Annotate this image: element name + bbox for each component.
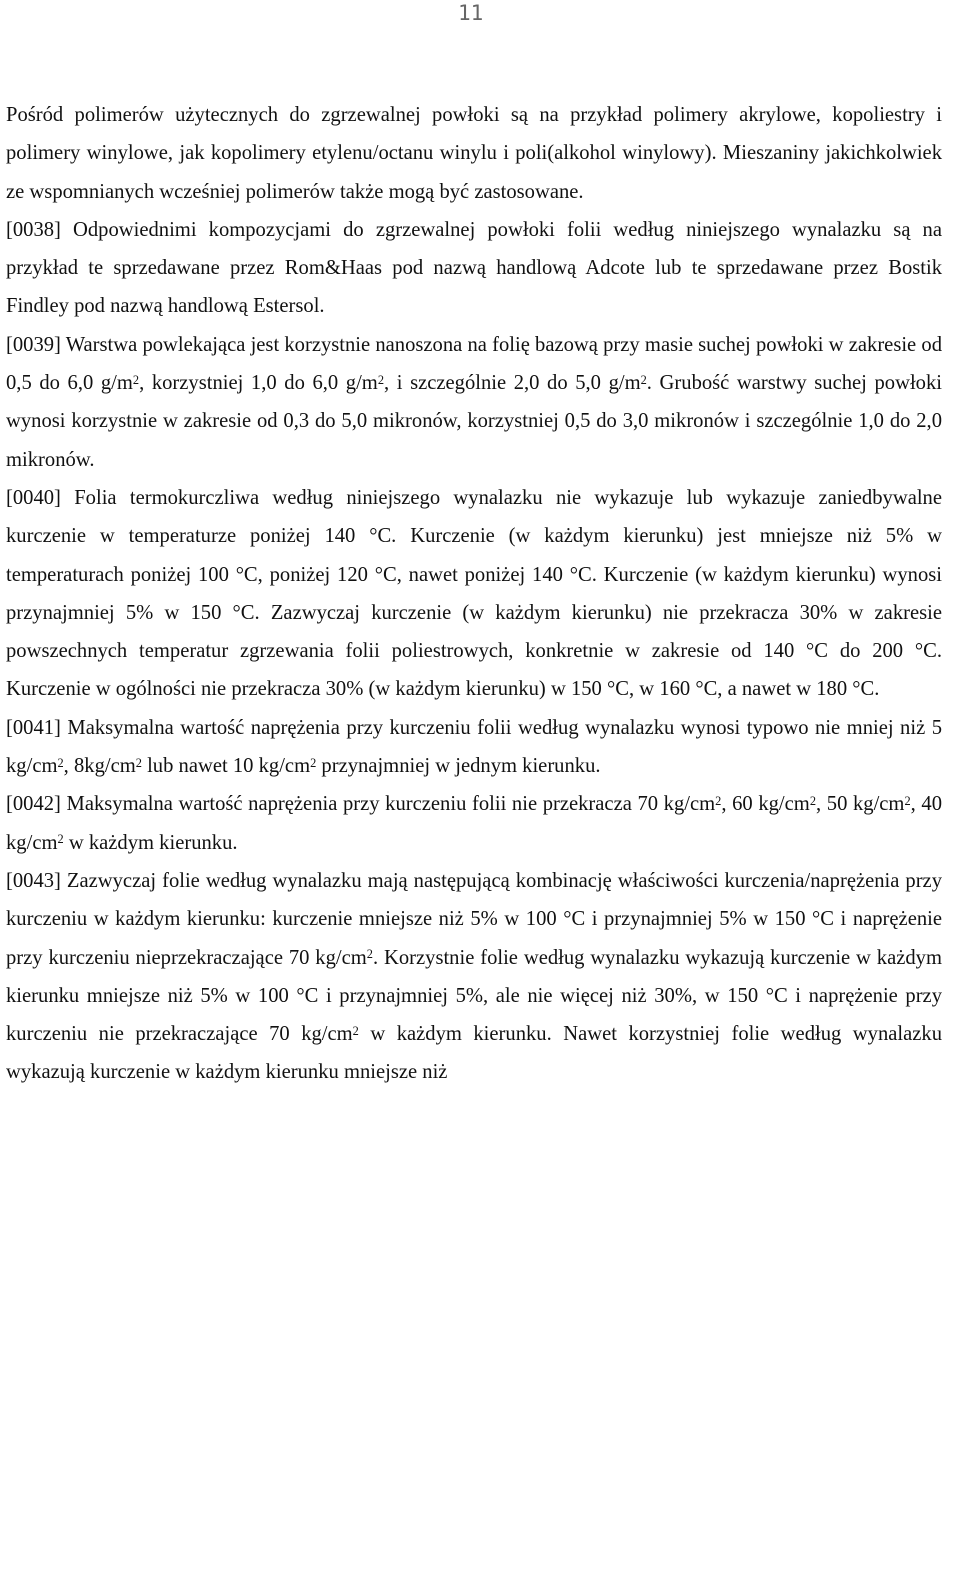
text-run: [0043] Zazwyczaj folie według wynalazku mają następującą kombinację właściwości kurczenia/naprężenia przy kurczeniu w każdym kierunku: kurczenie mniejsze niż 5% w 100 °C i przynajmniej 5% w 150 °C i naprężenie przy kurczeniu nieprzekraczające 70 kg/cm bbox=[6, 869, 942, 969]
paragraph-0039 bbox=[6, 326, 942, 479]
paragraph-0042 bbox=[6, 785, 942, 862]
superscript: 2 bbox=[57, 832, 64, 847]
text-run: [0038] Odpowiednimi kompozycjami do zgrzewalnej powłoki folii według niniejszego wynalazku są na przykład te sprzedawane przez Rom&Haas pod nazwą handlową Adcote lub te sprzedawane przez Bostik Findley pod nazwą handlową Estersol. bbox=[6, 218, 942, 318]
superscript: 2 bbox=[310, 755, 317, 770]
superscript: 2 bbox=[366, 946, 373, 961]
text-run: . Grubość warstwy suchej powłoki wynosi korzystnie w zakresie od 0,3 do 5,0 mikronów, korzystniej 0,5 do 3,0 mikronów i szczególnie 1,0 do 2,0 mikronów. bbox=[6, 372, 942, 471]
paragraph-0043 bbox=[6, 862, 942, 1092]
superscript: 2 bbox=[640, 372, 647, 387]
paragraph-0040 bbox=[6, 479, 942, 709]
text-run: [0039] Warstwa powlekająca jest korzystnie nanoszona na folię bazową przy masie suchej powłoki w zakresie od 0,5 do 6,0 g/m bbox=[6, 333, 942, 395]
paragraph-0041 bbox=[6, 709, 942, 786]
document-body bbox=[6, 96, 942, 1092]
text-run: lub nawet 10 kg/cm bbox=[141, 755, 311, 778]
text-run: w każdym kierunku. bbox=[63, 831, 238, 854]
text-run: [0040] Folia termokurczliwa według niniejszego wynalazku nie wykazuje lub wykazuje zaniedbywalne kurczenie w temperaturze poniżej 140 °C. Kurczenie (w każdym kierunku) jest mniejsze niż 5% w temperaturach poniżej 100 °C, poniżej 120 °C, nawet poniżej 140 °C. Kurczenie (w każdym kierunku) wynosi przynajmniej 5% w 150 °C. Zazwyczaj kurczenie (w każdym kierunku) nie przekracza 30% w zakresie powszechnych temperatur zgrzewania folii poliestrowych, konkretnie w zakresie od 140 °C do 200 °C. Kurczenie w ogólności nie przekracza 30% (w każdym kierunku) w 150 °C, w 160 °C, a nawet w 180 °C. bbox=[6, 486, 942, 701]
text-run: , 40 kg/cm bbox=[6, 793, 943, 854]
superscript: 2 bbox=[809, 793, 816, 808]
superscript: 2 bbox=[352, 1023, 359, 1038]
paragraph-0038 bbox=[6, 211, 942, 326]
text-run: [0042] Maksymalna wartość naprężenia przy kurczeniu folii nie przekracza 70 kg/cm bbox=[6, 793, 716, 816]
superscript: 2 bbox=[377, 372, 385, 387]
text-run: [0041] Maksymalna wartość naprężenia przy kurczeniu folii według wynalazku wynosi typowo nie mniej niż 5 kg/cm bbox=[6, 716, 942, 778]
text-run: , 60 kg/cm bbox=[721, 793, 810, 816]
text-run: przynajmniej w jednym kierunku. bbox=[316, 755, 601, 778]
superscript: 2 bbox=[715, 793, 722, 808]
text-run: , korzystniej 1,0 do 6,0 g/m bbox=[139, 372, 378, 395]
text-run: w każdym kierunku. Nawet korzystniej folie według wynalazku wykazują kurczenie w każdym kierunku mniejsze niż bbox=[6, 1023, 942, 1084]
text-run: Pośród polimerów użytecznych do zgrzewalnej powłoki są na przykład polimery akrylowe, kopoliestry i polimery winylowe, jak kopolimery etylenu/octanu winylu i poli(alkohol winylowy). Mieszaniny jakichkolwiek ze wspomnianych wcześniej polimerów także mogą być zastosowane. bbox=[6, 104, 942, 203]
superscript: 2 bbox=[904, 793, 911, 808]
paragraph-intro bbox=[6, 96, 942, 211]
superscript: 2 bbox=[57, 755, 64, 770]
superscript: 2 bbox=[135, 755, 142, 770]
text-run: , 50 kg/cm bbox=[816, 793, 905, 816]
text-run: , 8kg/cm bbox=[63, 755, 136, 778]
page-number: 11 bbox=[458, 1, 484, 25]
text-run: , i szczególnie 2,0 do 5,0 g/m bbox=[384, 372, 641, 395]
text-run: . Korzystnie folie według wynalazku wykazują kurczenie w każdym kierunku mniejsze niż 5% w 100 °C i przynajmniej 5%, ale nie więcej niż 30%, w 150 °C i naprężenie przy kurczeniu nie przekraczające 70 kg/cm bbox=[6, 946, 942, 1046]
superscript: 2 bbox=[132, 372, 140, 387]
